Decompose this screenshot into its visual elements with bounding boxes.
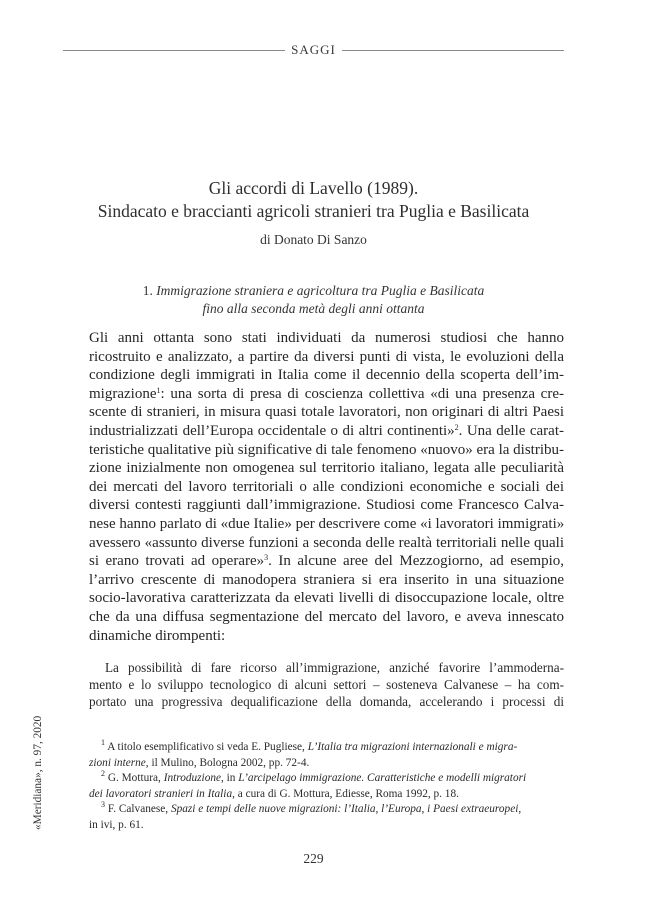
quote-line: mento e lo sviluppo tecnologico di alcuni settori – sosteneva Calvanese – ha com- [89,677,564,692]
body-line: socio-lavorativa caratterizzata da elevati livelli di disoccupazione locale, oltre [89,590,564,607]
quote-line: portato una progressiva dequalificazione della domanda, accelerando i processi di [89,694,564,709]
footnote-1-cont: zioni interne, il Mulino, Bologna 2002, pp. 72-4. [89,756,310,769]
title-line-1: Gli accordi di Lavello (1989). [208,178,419,198]
body-line: dinamiche dirompenti: [89,627,226,644]
body-line: zione inizialmente non omogenea sul territorio italiano, legata alle peculiarità [89,460,564,477]
body-line: Gli anni ottanta sono stati individuati da numerosi studiosi che hanno [89,330,564,346]
section-number: 1. [142,283,153,298]
section-heading [63,282,564,318]
body-line: nese hanno parlato di «due Italie» per descrivere come «i lavoratori immigrati» [89,515,565,532]
section-label: SAGGI [291,42,336,57]
body-line: teristiche qualitative più significative di tale fenomeno «nuovo» era la distribu- [89,441,564,458]
article-author: di Donato Di Sanzo [260,232,367,247]
body-line: condizione degli immigrati in Italia come il decennio della scoperta dell’im- [89,367,564,384]
footnote-3: $^3$ F. Calvanese, Spazi e tempi delle nuove migrazioni: l’Italia, l’Europa, i Paesi extraeuropei, [101,800,522,816]
page-number: 229 [303,851,324,866]
body-line: diversi contesti raggiunti dall’immigrazione. Studiosi come Francesco Calva- [89,497,564,514]
footnote-1: $^1$ A titolo esemplificativo si veda E. Pugliese, L’Italia tra migrazioni internazionali e migra- [101,738,518,753]
journal-citation: «Meridiana», n. 97, 2020 [32,715,44,830]
quote-line: La possibilità di fare ricorso all’immigrazione, anziché favorire l’ammoderna- [105,660,564,675]
block-quote [89,659,564,710]
body-paragraph [89,329,564,645]
body-line: che da una diffusa segmentazione del mercato del lavoro, e aveva innescato [89,608,564,625]
footnote-ref[interactable]: 1 [156,385,161,395]
article-title [63,177,564,223]
footnote-ref[interactable]: 2 [454,422,459,432]
body-line: l’arrivo crescente di manodopera straniera si era inserito in una situazione [89,571,564,588]
section-title-line-1: Immigrazione straniera e agricoltura tra Puglia e Basilicata [156,283,485,298]
footnote-2: $^2$ G. Mottura, Introduzione, in L’arcipelago immigrazione. Caratteristiche e modelli migratori [101,769,527,785]
footnote-3-cont: in ivi, p. 61. [89,818,144,831]
running-header [63,40,564,60]
body-line: ricostruito e analizzato, a partire da diversi punti di vista, le evoluzioni della [89,348,564,365]
body-line: avessero «assunto diverse funzioni a seconda delle realtà territoriali nelle quali [89,534,564,551]
body-line: scente di stranieri, in misura quasi totale lavoratori, non originari di altri Paesi [89,404,564,421]
footnote-ref[interactable]: 3 [264,553,269,563]
body-line: si erano trovati ad operare»$^3$. In alcune aree del Mezzogiorno, ad esempio, [89,553,564,570]
footnote-2-cont: dei lavoratori stranieri in Italia, a cura di G. Mottura, Ediesse, Roma 1992, p. 18. [89,787,459,800]
header-rule-left [63,50,285,51]
body-line: industrializzati dell’Europa occidentale o di altri continenti»$^2$. Una delle carat- [89,422,564,439]
title-line-2: Sindacato e braccianti agricoli stranieri tra Puglia e Basilicata [97,201,530,221]
body-line: migrazione$^1$: una sorta di presa di coscienza collettiva «di una presenza cre- [89,385,564,402]
footnotes [89,740,564,834]
body-line: dei mercati del lavoro territoriali o alle condizioni economiche e sociali dei [89,478,564,495]
header-rule-right [342,50,564,51]
section-title-line-2: fino alla seconda metà degli anni ottanta [202,301,425,316]
